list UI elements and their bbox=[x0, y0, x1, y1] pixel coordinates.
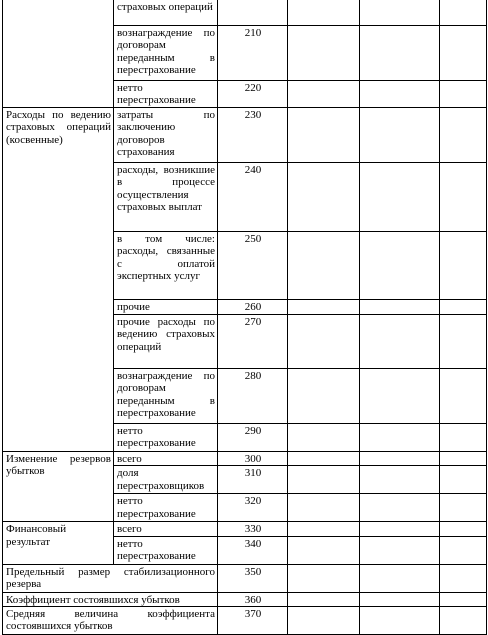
code-cell: 260 bbox=[218, 300, 288, 315]
empty-cell bbox=[440, 315, 487, 369]
empty-cell bbox=[360, 0, 440, 26]
item-cell: вознаграждение по договорам переданным в перестрахование bbox=[114, 26, 218, 81]
empty-cell bbox=[440, 232, 487, 300]
item-cell: страховых операций bbox=[114, 0, 218, 26]
empty-cell bbox=[288, 494, 360, 522]
empty-cell bbox=[360, 26, 440, 81]
table-row bbox=[3, 606, 487, 634]
empty-cell bbox=[360, 424, 440, 452]
code-cell: 340 bbox=[218, 536, 288, 564]
group-cell: Финансовый результат bbox=[3, 522, 114, 564]
empty-cell bbox=[360, 315, 440, 369]
empty-cell bbox=[288, 592, 360, 606]
empty-cell bbox=[288, 81, 360, 108]
item-cell: всего bbox=[114, 522, 218, 536]
group-cell: Изменение резервов убытков bbox=[3, 452, 114, 522]
empty-cell bbox=[440, 81, 487, 108]
empty-cell bbox=[288, 564, 360, 592]
empty-cell bbox=[440, 452, 487, 466]
empty-cell bbox=[360, 163, 440, 232]
empty-cell bbox=[288, 522, 360, 536]
item-cell: нетто перестрахование bbox=[114, 494, 218, 522]
empty-cell bbox=[360, 81, 440, 108]
empty-cell bbox=[360, 536, 440, 564]
empty-cell bbox=[360, 592, 440, 606]
empty-cell bbox=[288, 0, 360, 26]
code-cell: 270 bbox=[218, 315, 288, 369]
item-cell: нетто перестрахование bbox=[114, 536, 218, 564]
item-cell: доля перестраховщиков bbox=[114, 466, 218, 494]
code-cell: 300 bbox=[218, 452, 288, 466]
empty-cell bbox=[288, 369, 360, 424]
empty-cell bbox=[440, 369, 487, 424]
table-row bbox=[3, 564, 487, 592]
code-cell: 250 bbox=[218, 232, 288, 300]
label-cell: Средняя величина коэффициента состоявшихся убытков bbox=[3, 606, 218, 634]
code-cell: 230 bbox=[218, 108, 288, 163]
empty-cell bbox=[360, 452, 440, 466]
group-cell bbox=[3, 0, 114, 108]
empty-cell bbox=[440, 0, 487, 26]
group-cell: Расходы по ведению страховых операций (косвенные) bbox=[3, 108, 114, 452]
empty-cell bbox=[360, 232, 440, 300]
empty-cell bbox=[440, 494, 487, 522]
empty-cell bbox=[288, 26, 360, 81]
empty-cell bbox=[288, 606, 360, 634]
item-cell: прочие расходы по ведению страховых операций bbox=[114, 315, 218, 369]
empty-cell bbox=[360, 300, 440, 315]
table-row bbox=[3, 452, 487, 466]
code-cell: 330 bbox=[218, 522, 288, 536]
empty-cell bbox=[360, 606, 440, 634]
empty-cell bbox=[360, 466, 440, 494]
empty-cell bbox=[360, 522, 440, 536]
empty-cell bbox=[440, 592, 487, 606]
table-row bbox=[3, 0, 487, 26]
code-cell: 360 bbox=[218, 592, 288, 606]
code-cell: 220 bbox=[218, 81, 288, 108]
empty-cell bbox=[288, 232, 360, 300]
item-cell: расходы, возникшие в процессе осуществления страховых выплат bbox=[114, 163, 218, 232]
code-cell: 210 bbox=[218, 26, 288, 81]
label-cell: Предельный размер стабилизационного резерва bbox=[3, 564, 218, 592]
empty-cell bbox=[288, 108, 360, 163]
empty-cell bbox=[440, 466, 487, 494]
empty-cell bbox=[440, 522, 487, 536]
empty-cell bbox=[440, 108, 487, 163]
empty-cell bbox=[288, 300, 360, 315]
label-cell: Коэффициент состоявшихся убытков bbox=[3, 592, 218, 606]
code-cell: 350 bbox=[218, 564, 288, 592]
item-cell: вознаграждение по договорам переданным в перестрахование bbox=[114, 369, 218, 424]
empty-cell bbox=[288, 315, 360, 369]
table-row bbox=[3, 108, 487, 163]
empty-cell bbox=[360, 108, 440, 163]
empty-cell bbox=[440, 606, 487, 634]
item-cell: нетто перестрахование bbox=[114, 81, 218, 108]
empty-cell bbox=[288, 536, 360, 564]
item-cell: в том числе: расходы, связанные с оплатой экспертных услуг bbox=[114, 232, 218, 300]
empty-cell bbox=[440, 536, 487, 564]
empty-cell bbox=[440, 424, 487, 452]
item-cell: затраты по заключению договоров страхования bbox=[114, 108, 218, 163]
code-cell: 280 bbox=[218, 369, 288, 424]
code-cell: 370 bbox=[218, 606, 288, 634]
empty-cell bbox=[440, 26, 487, 81]
item-cell: всего bbox=[114, 452, 218, 466]
empty-cell bbox=[288, 466, 360, 494]
code-cell: 290 bbox=[218, 424, 288, 452]
item-cell: нетто перестрахование bbox=[114, 424, 218, 452]
table-row bbox=[3, 522, 487, 536]
empty-cell bbox=[288, 452, 360, 466]
empty-cell bbox=[360, 564, 440, 592]
empty-cell bbox=[440, 163, 487, 232]
code-cell: 240 bbox=[218, 163, 288, 232]
empty-cell bbox=[288, 163, 360, 232]
empty-cell bbox=[440, 564, 487, 592]
code-cell bbox=[218, 0, 288, 26]
code-cell: 310 bbox=[218, 466, 288, 494]
empty-cell bbox=[288, 424, 360, 452]
empty-cell bbox=[440, 300, 487, 315]
item-cell: прочие bbox=[114, 300, 218, 315]
table-row bbox=[3, 592, 487, 606]
report-table bbox=[2, 0, 487, 635]
empty-cell bbox=[360, 369, 440, 424]
empty-cell bbox=[360, 494, 440, 522]
code-cell: 320 bbox=[218, 494, 288, 522]
